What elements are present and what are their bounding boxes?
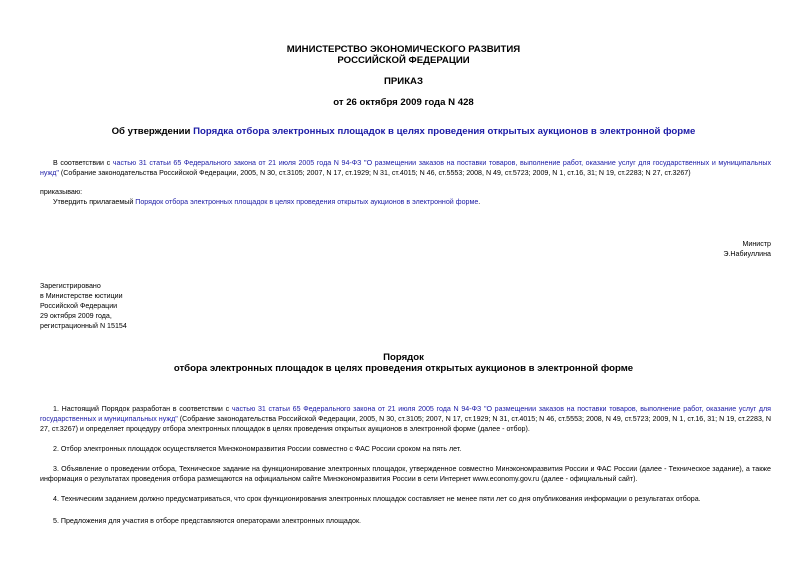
order-text-1: Утвердить прилагаемый <box>53 198 136 206</box>
procedure-subtitle: отбора электронных площадок в целях проведения открытых аукционов в электронной форме <box>173 363 634 374</box>
preamble-paragraph <box>40 158 771 178</box>
registration-line: Зарегистрировано <box>40 282 101 290</box>
preamble-text-1: В соответствии с <box>53 159 113 167</box>
title-prefix: Об утверждении <box>111 126 194 137</box>
order-paragraph <box>53 197 480 207</box>
procedure-title: Порядок <box>383 352 424 363</box>
order-command: приказываю: <box>40 188 83 196</box>
registration-line: Российской Федерации <box>40 302 118 310</box>
ministry-name <box>0 44 807 66</box>
signature-name: Э.Набиуллина <box>723 250 771 258</box>
registration-block <box>40 281 127 331</box>
order-text-2: . <box>478 198 481 206</box>
title-procedure-link[interactable]: Порядка отбора электронных площадок в целях проведения открытых аукционов в электронной форме <box>193 126 696 137</box>
item-1-law-link[interactable]: частью 31 статьи 65 Федерального закона от 21 июля 2005 года N 94-ФЗ "О размещении заказов на поставки товаров, выполнение работ, оказание услуг для государственных и муниципальных нужд" <box>40 405 771 423</box>
registration-line: регистрационный N 15154 <box>40 322 127 330</box>
ministry-line-2: РОССИЙСКОЙ ФЕДЕРАЦИИ <box>337 55 470 66</box>
item-1-paragraph <box>40 404 771 434</box>
item-5-paragraph: 5. Предложения для участия в отборе представляются операторами электронных площадок. <box>53 517 362 525</box>
registration-line: в Министерстве юстиции <box>40 292 123 300</box>
signature-block <box>723 239 771 259</box>
procedure-link[interactable]: Порядок отбора электронных площадок в целях проведения открытых аукционов в электронной форме <box>135 198 479 206</box>
item-1-text-2: (Собрание законодательства Российской Федерации, 2005, N 30, ст.3105; 2007, N 17, ст.1929; N 31, ст.4015; N 46, ст.5553; 2008, N 49, ст.5723; 2009, N 1, ст.16, 31; N 19, ст.2283, N 27, ст.3267) и определяет процедуру отбора электронных площадок в целях проведения открытых аукционов в электронной форме (далее - отбор). <box>40 415 772 433</box>
item-1-text-1: 1. Настоящий Порядок разработан в соответствии с <box>53 405 232 413</box>
registration-line: 29 октября 2009 года, <box>40 312 112 320</box>
item-4-paragraph: 4. Техническим заданием должно предусматриваться, что срок функционирования электронных площадок составляет не менее пяти лет со дня опубликования информации о результатах отбора. <box>53 495 701 503</box>
federal-law-link[interactable]: частью 31 статьи 65 Федерального закона от 21 июля 2005 года N 94-ФЗ "О размещении заказов на поставки товаров, выполнение работ, оказание услуг для государственных и муниципальных нужд" <box>40 159 771 177</box>
document-date: от 26 октября 2009 года N 428 <box>333 97 474 108</box>
signature-position: Министр <box>742 240 771 248</box>
preamble-text-2: (Собрание законодательства Российской Федерации, 2005, N 30, ст.3105; 2007, N 17, ст.1929; N 31, ст.4015; N 46, ст.5553; 2008, N 49, ст.5723; 2009, N 1, ст.16, 31; N 19, ст.2283; N 27, ст.3267) <box>58 169 691 177</box>
procedure-heading <box>0 352 807 374</box>
item-3-paragraph: 3. Объявление о проведении отбора, Техническое задание на функционирование электронных площадок, утвержденное совместно Минэкономразвития России и ФАС России (далее - Техническое задание), а также информация о результатах проведения отбора размещаются на официальном сайте Минэкономразвития России в сети Интернет www.economy.gov.ru (далее - официальный сайт). <box>40 465 771 483</box>
ministry-line-1: МИНИСТЕРСТВО ЭКОНОМИЧЕСКОГО РАЗВИТИЯ <box>286 44 521 55</box>
document-type: ПРИКАЗ <box>384 76 423 87</box>
item-2-paragraph: 2. Отбор электронных площадок осуществляется Минэкономразвития России совместно с ФАС России сроком на пять лет. <box>53 445 462 453</box>
document-title <box>0 126 807 137</box>
